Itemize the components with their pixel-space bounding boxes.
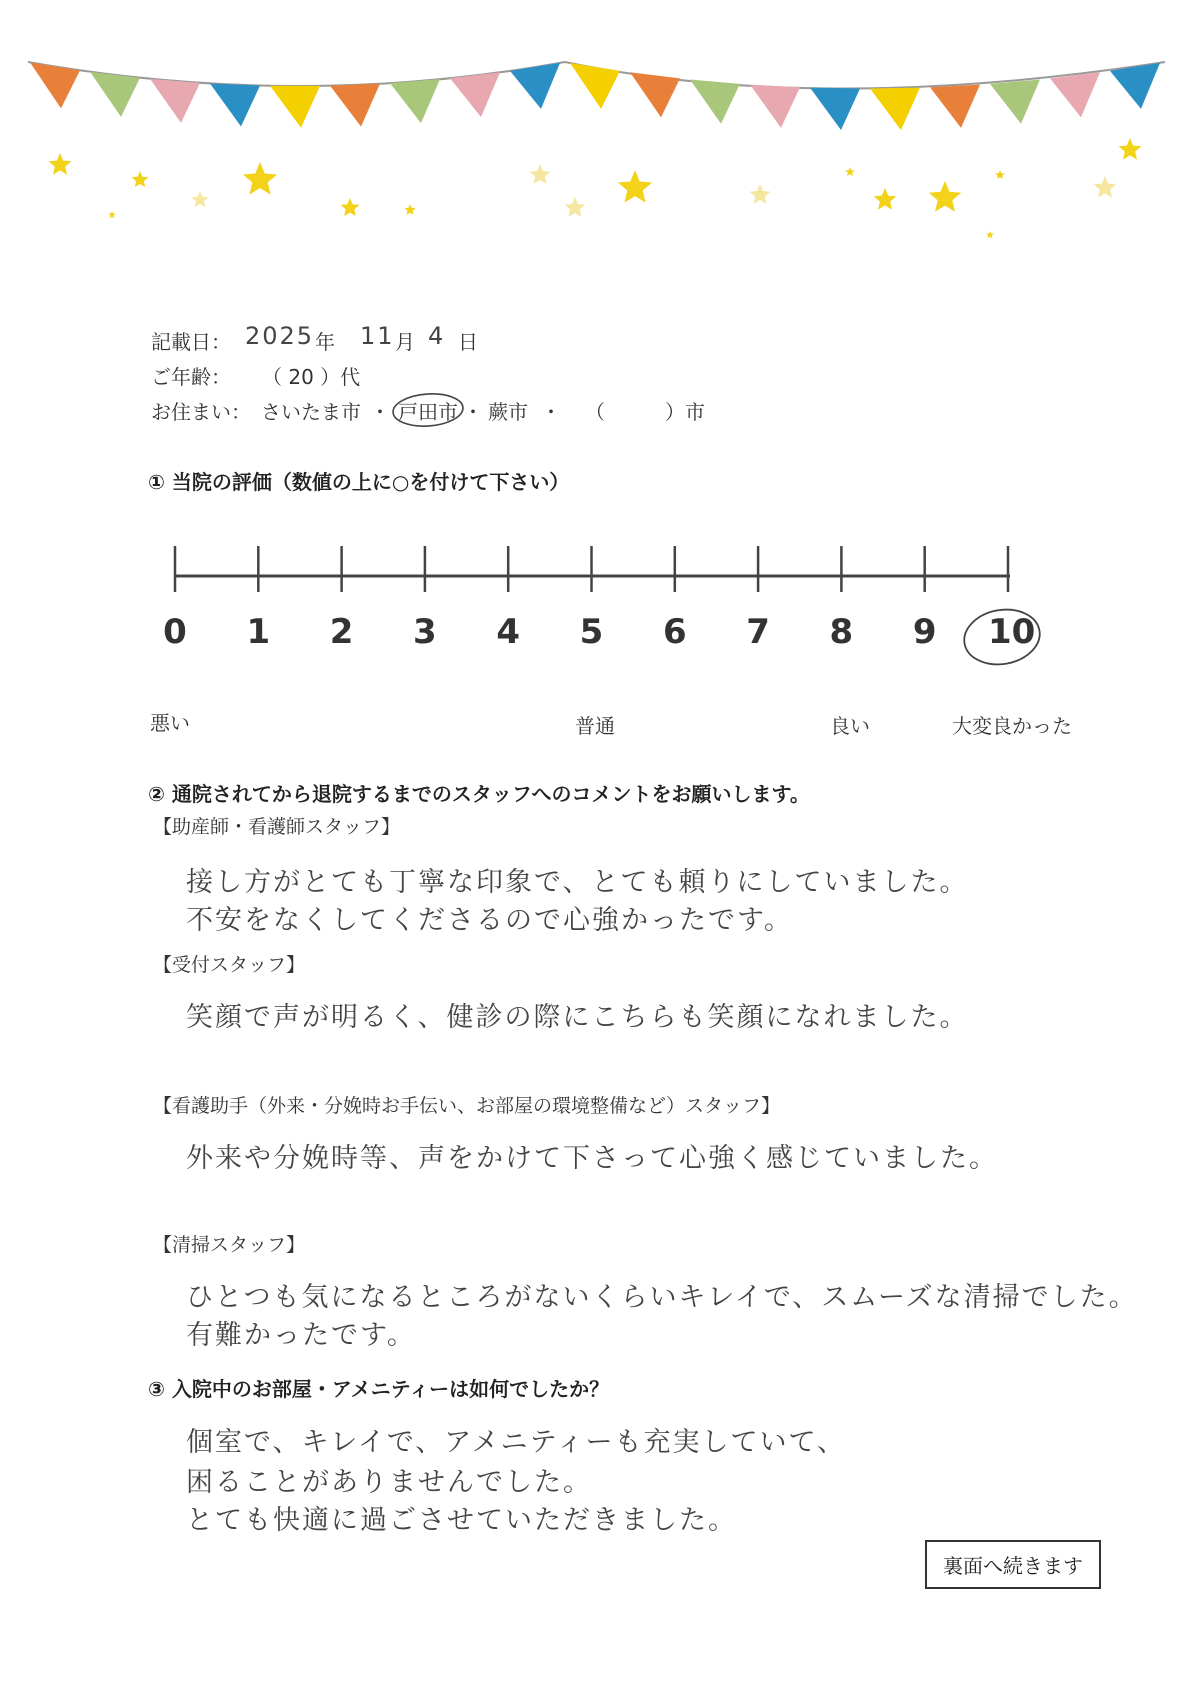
scale-number-8[interactable]: 8: [829, 612, 854, 652]
bunting-flag: [1050, 72, 1100, 117]
star-icon: [986, 231, 994, 238]
residence-selection-circle: [390, 388, 470, 432]
section3-title: ③ 入院中のお部屋・アメニティーは如何でしたか？: [148, 1377, 610, 1401]
comment-room-line2: 困ることがありませんでした。: [186, 1467, 592, 1498]
date-label: 記載日：: [151, 330, 231, 354]
scale-number-5[interactable]: 5: [579, 612, 604, 652]
scale-number-2[interactable]: 2: [329, 612, 354, 652]
comment-midwife-line1: 接し方がとても丁寧な印象で、とても頼りにしていました。: [186, 867, 969, 898]
date-year-unit: 年: [315, 330, 335, 354]
bunting-flag: [810, 88, 860, 130]
section1-title: ① 当院の評価（数値の上に○を付けて下さい）: [148, 470, 570, 494]
comment-nursing-assistant-line1: 外来や分娩時等、声をかけて下さって心強く感じていました。: [186, 1143, 998, 1174]
star-icon: [1094, 176, 1117, 198]
star-icon: [750, 184, 771, 204]
scale-number-1[interactable]: 1: [246, 612, 271, 652]
residence-separator: ・: [541, 400, 561, 424]
scale-number-9[interactable]: 9: [912, 612, 937, 652]
comment-cleaning-line1: ひとつも気になるところがないくらいキレイで、スムーズな清掃でした。: [186, 1282, 1138, 1313]
bunting-flag: [150, 79, 200, 123]
group-heading-reception: 【受付スタッフ】: [153, 954, 306, 976]
date-month-unit: 月: [395, 330, 415, 354]
residence-other-open: （: [585, 400, 605, 424]
star-icon: [618, 170, 652, 203]
scale-label-bad: 悪い: [150, 711, 190, 735]
bunting-flag: [90, 72, 140, 117]
bunting-flag: [330, 84, 380, 127]
residence-separator: ・: [370, 400, 390, 424]
bunting-flag: [990, 79, 1040, 123]
scale-number-3[interactable]: 3: [413, 612, 437, 652]
date-day-value: 4: [428, 322, 446, 350]
star-icon: [1119, 138, 1142, 160]
group-heading-nursing-assistant: 【看護助手（外来・分娩時お手伝い、お部屋の環境整備など）スタッフ】: [153, 1095, 781, 1117]
bunting-flag: [1110, 63, 1160, 109]
selected-score-circle: [960, 605, 1045, 670]
star-icon: [929, 181, 961, 212]
star-icon: [404, 204, 415, 215]
scale-number-0[interactable]: 0: [163, 612, 187, 652]
star-icon: [108, 211, 116, 218]
residence-separator: ・: [463, 400, 483, 424]
scale-number-6[interactable]: 6: [662, 612, 687, 652]
scale-number-4[interactable]: 4: [496, 612, 521, 652]
scale-label-normal: 普通: [575, 714, 615, 738]
residence-other-close: ）市: [665, 400, 705, 424]
bunting-flag: [390, 79, 440, 123]
age-label: ご年齢：: [151, 365, 231, 389]
comment-cleaning-line2: 有難かったです。: [186, 1320, 416, 1351]
date-day-unit: 日: [458, 330, 478, 354]
star-icon: [191, 191, 208, 207]
age-value: （ 20 ）代: [262, 365, 361, 389]
residence-label: お住まい：: [151, 400, 251, 424]
residence-option-saitama: さいたま市: [261, 400, 361, 424]
star-icon: [131, 171, 148, 187]
bunting-flag: [270, 86, 320, 128]
comment-midwife-line2: 不安をなくしてくださるので心強かったです。: [186, 905, 793, 936]
bunting-flag: [750, 85, 800, 128]
continue-on-back-box: 裏面へ続きます: [925, 1540, 1101, 1589]
bunting-flag: [210, 84, 260, 127]
date-year-value: 2025: [245, 322, 315, 350]
star-icon: [340, 198, 359, 216]
scale-number-7[interactable]: 7: [746, 612, 770, 652]
residence-option-warabi: 蕨市: [488, 400, 528, 424]
star-icon: [995, 170, 1005, 179]
bunting-flag: [690, 79, 740, 123]
star-icon: [565, 197, 586, 217]
comment-reception-line1: 笑顔で声が明るく、健診の際にこちらも笑顔になれました。: [186, 1002, 969, 1033]
date-month-value: 11: [360, 322, 395, 350]
bunting-flag: [630, 72, 680, 117]
star-icon: [530, 164, 551, 184]
scale-label-very-good: 大変良かった: [952, 714, 1072, 738]
bunting-flag: [450, 72, 500, 117]
scale-label-good: 良い: [830, 714, 870, 738]
rating-scale: [0, 530, 1191, 600]
scale-number-10[interactable]: 10: [988, 612, 1036, 652]
star-icon: [49, 153, 72, 175]
bunting-flag: [570, 63, 620, 109]
bunting-flag: [30, 62, 80, 108]
bunting-decoration: [0, 0, 1191, 260]
bunting-flag: [510, 63, 560, 109]
residence-option-toda: 戸田市: [398, 400, 458, 424]
star-icon: [243, 162, 277, 195]
group-heading-cleaning: 【清掃スタッフ】: [153, 1234, 306, 1256]
section2-title: ② 通院されてから退院するまでのスタッフへのコメントをお願いします。: [148, 782, 810, 806]
star-icon: [845, 167, 855, 176]
comment-room-line3: とても快適に過ごさせていただきました。: [186, 1505, 737, 1536]
star-icon: [874, 188, 897, 210]
comment-room-line1: 個室で、キレイで、アメニティーも充実していて、: [186, 1427, 846, 1458]
group-heading-midwife: 【助産師・看護師スタッフ】: [153, 816, 401, 838]
bunting-flag: [870, 88, 920, 130]
bunting-flag: [930, 85, 980, 128]
